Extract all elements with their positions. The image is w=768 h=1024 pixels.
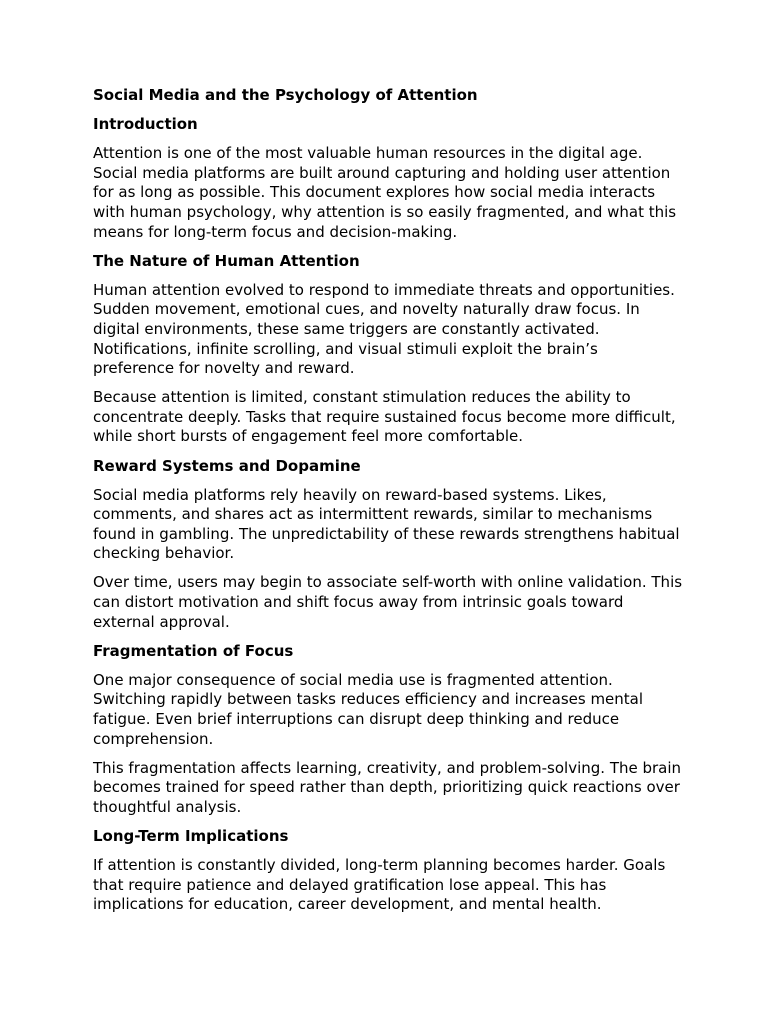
- paragraph: One major consequence of social media use is fragmented attention. Switching rapidly between tasks reduces efficiency and increases mental fatigue. Even brief interruptions can disrupt deep thinking and reduce comprehension.: [93, 670, 644, 748]
- section-fragmentation: [93, 642, 683, 818]
- section-heading: Fragmentation of Focus: [93, 641, 294, 660]
- paragraph: Human attention evolved to respond to immediate threats and opportunities. Sudden movement, emotional cues, and novelty naturally draw focus. In digital environments, these same triggers are constantly activated. Notifications, infinite scrolling, and visual stimuli exploit the brain’s preference for novelty and reward.: [93, 280, 675, 378]
- paragraph: Over time, users may begin to associate self-worth with online validation. This can distort motivation and shift focus away from intrinsic goals toward external approval.: [93, 573, 683, 631]
- paragraph: If attention is constantly divided, long-term planning becomes harder. Goals that require patience and delayed gratification lose appeal. This has implications for education, career development, and mental health.: [93, 856, 666, 914]
- section-long-term-implications: [93, 827, 683, 915]
- section-heading: Introduction: [93, 115, 198, 134]
- document-title: Social Media and the Psychology of Attention: [93, 86, 478, 104]
- paragraph: Because attention is limited, constant stimulation reduces the ability to concentrate deeply. Tasks that require sustained focus become more difficult, while short bursts of engagement feel more comfortable.: [93, 388, 676, 446]
- paragraph: Social media platforms rely heavily on reward-based systems. Likes, comments, and shares act as intermittent rewards, similar to mechanisms found in gambling. The unpredictability of these rewards strengthens habitual checking behavior.: [93, 485, 680, 563]
- section-heading: The Nature of Human Attention: [93, 251, 360, 270]
- section-heading: Reward Systems and Dopamine: [93, 456, 361, 475]
- paragraph: This fragmentation affects learning, creativity, and problem-solving. The brain becomes trained for speed rather than depth, prioritizing quick reactions over thoughtful analysis.: [93, 758, 682, 816]
- section-introduction: [93, 115, 683, 242]
- section-reward-systems: [93, 457, 683, 633]
- section-nature-of-attention: [93, 252, 683, 447]
- paragraph: Attention is one of the most valuable human resources in the digital age. Social media platforms are built around capturing and holding user attention for as long as possible. This document explores how social media interacts with human psychology, why attention is so easily fragmented, and what this means for long-term focus and decision-making.: [93, 144, 677, 241]
- document-page: [93, 86, 683, 924]
- section-heading: Long-Term Implications: [93, 827, 289, 845]
